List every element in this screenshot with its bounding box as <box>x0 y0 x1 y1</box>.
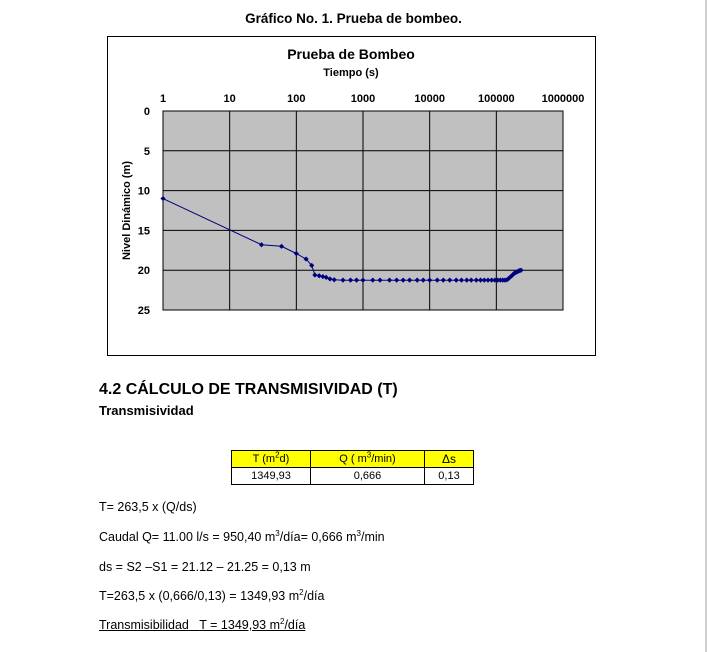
f4-sup: 2 <box>299 587 304 597</box>
chart-title: Prueba de Bombeo <box>287 46 415 62</box>
header-q-sup: 3 <box>366 450 372 460</box>
formula-line-1: T= 263,5 x (Q/ds) <box>99 500 197 514</box>
formula-line-5 <box>99 618 305 632</box>
y-axis-label: Nivel Dinámico (m) <box>121 160 133 261</box>
header-q <box>311 451 425 468</box>
f4-part-b: /día <box>303 589 325 603</box>
f2-part-c: /min <box>360 530 385 544</box>
figure-caption: Gráfico No. 1. Prueba de bombeo. <box>245 11 462 26</box>
f4-part-a: T=263,5 x (0,666/0,13) = 1349,93 m <box>99 589 300 603</box>
header-t-end: d) <box>279 453 290 465</box>
header-q-text: Q ( m <box>339 453 367 465</box>
table-header-row <box>232 451 474 468</box>
y-tick-label: 10 <box>137 185 150 198</box>
x-tick-label: 1 <box>159 93 167 105</box>
header-ds: Δs <box>425 451 474 468</box>
x-tick-label: 100 <box>287 93 306 105</box>
x-tick-label: 100000 <box>477 93 515 105</box>
chart-frame <box>107 36 596 356</box>
x-tick-label: 1000 <box>350 93 376 105</box>
formula-line-3: ds = S2 –S1 = 21.12 – 21.25 = 0,13 m <box>99 560 311 574</box>
f5-label: Transmisibilidad <box>99 618 189 632</box>
table-row <box>232 468 474 485</box>
cell-q: 0,666 <box>311 468 425 485</box>
cell-t: 1349,93 <box>232 468 311 485</box>
results-table <box>231 450 474 485</box>
chart-svg <box>108 37 595 355</box>
y-tick-label: 20 <box>137 265 150 278</box>
y-tick-label: 15 <box>137 225 150 238</box>
x-tick-label: 1000000 <box>541 93 585 105</box>
formula-line-4 <box>99 589 324 603</box>
header-t <box>232 451 311 468</box>
f2-sup-1: 3 <box>275 528 280 538</box>
f2-sup-2: 3 <box>356 528 361 538</box>
y-tick-label: 25 <box>137 305 150 317</box>
cell-ds: 0,13 <box>425 468 474 485</box>
header-t-sup: 2 <box>275 450 280 460</box>
x-tick-label: 10 <box>223 93 236 105</box>
sub-heading: Transmisividad <box>99 403 194 418</box>
f5-sup: 2 <box>280 616 285 626</box>
y-tick-label: 5 <box>143 145 150 158</box>
f2-part-a: Caudal Q= 11.00 l/s = 950,40 m <box>99 530 276 544</box>
formula-line-2 <box>99 530 385 544</box>
header-t-text: T (m <box>252 453 276 465</box>
x-tick-label: 10000 <box>414 93 445 105</box>
f2-part-b: /día= 0,666 m <box>279 530 357 544</box>
section-heading: 4.2 CÁLCULO DE TRANSMISIVIDAD (T) <box>99 381 398 398</box>
x-axis-label: Tiempo (s) <box>323 67 379 79</box>
f5-part-a: T = 1349,93 m <box>199 618 280 632</box>
header-q-end: /min) <box>371 453 396 465</box>
y-tick-label: 0 <box>143 106 150 118</box>
f5-part-b: /día <box>284 618 306 632</box>
